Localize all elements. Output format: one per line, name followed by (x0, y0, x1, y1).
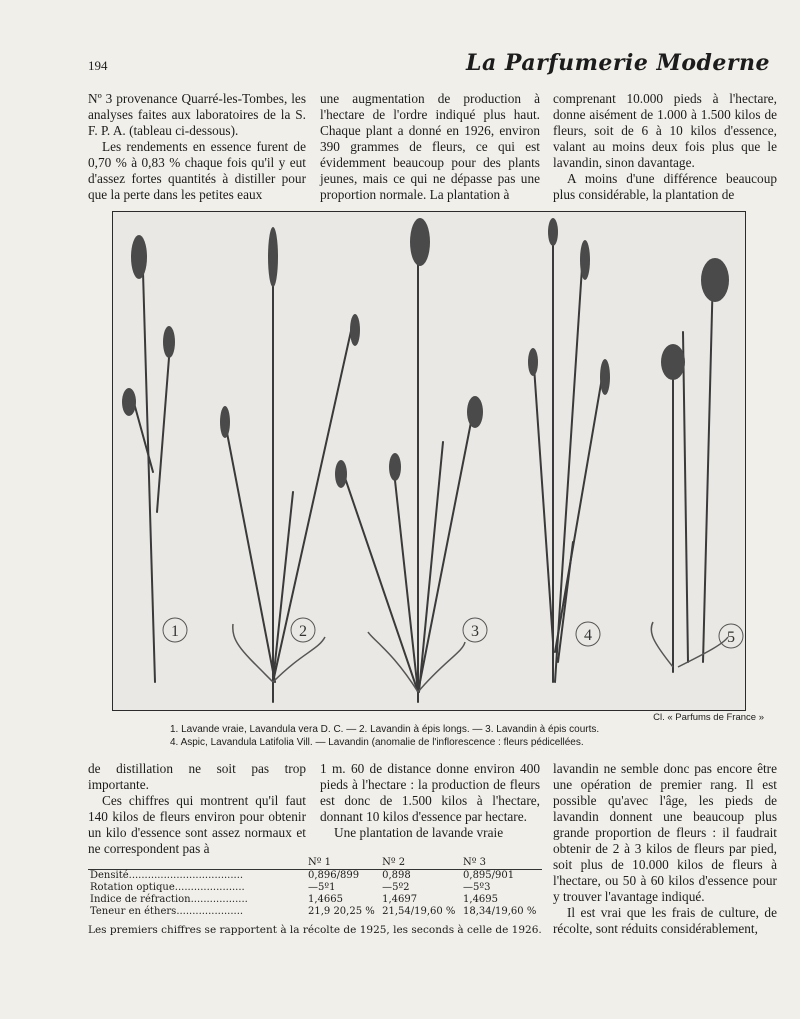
table-cell: 21,54/19,60 % (382, 906, 456, 917)
figure-caption (170, 723, 730, 749)
table-cell: 1,4665 (308, 894, 343, 905)
table-cell: —5º3 (463, 882, 491, 893)
column-1-bottom (88, 761, 306, 857)
table-header-cell: Nº 3 (463, 857, 487, 868)
table-cell: —5º1 (308, 882, 336, 893)
essence-analysis-table (88, 856, 542, 918)
table-row (88, 906, 542, 918)
caption-line: 1. Lavande vraie, Lavandula vera D. C. — 2. Lavandin à épis longs. — 3. Lavandin à épis courts. (170, 724, 600, 735)
table-cell: 1,4695 (463, 894, 499, 905)
caption-line: 4. Aspic, Lavandula Latifolia Vill. — Lavandin (anomalie de l'inflorescence : fleurs pédicellées. (170, 737, 584, 748)
paragraph: Il est vrai que les frais de culture, de récolte, sont réduits considérablement, (553, 905, 777, 936)
table-cell: Densité.................................... (90, 870, 244, 881)
paragraph: de distillation ne soit pas trop importante. (88, 761, 306, 792)
column-3-top (553, 91, 777, 203)
paragraph: Ces chiffres qui montrent qu'il faut 140 kilos de fleurs environ pour obtenir un kilo d'essence sont assez normaux et ne correspondent pas à (88, 793, 306, 856)
table-cell: 0,895/901 (463, 870, 515, 881)
page-number: 194 (88, 58, 108, 73)
table-cell: Indice de réfraction.................. (90, 894, 248, 905)
paragraph: lavandin ne semble donc pas encore être une opération de premier rang. Il est possible qu'avec l'âge, les pieds de lavandin donnent une beaucoup plus grande proportion de fleurs : il faudrait obtenir de 2 à 3 kilos de fleurs par pied, soit plus de 10.000 kilos de fleurs à l'hectare, ou 50 à 60 kilos d'essence pour y trouver l'avantage indiqué. (553, 761, 777, 904)
table-cell: 0,896/899 (308, 870, 360, 881)
lavender-specimens-drawing (113, 212, 745, 710)
specimen-label-3: 3 (471, 623, 479, 640)
table-cell: Rotation optique...................... (90, 882, 245, 893)
specimen-label-1: 1 (171, 623, 179, 640)
paragraph: Une plantation de lavande vraie (334, 825, 504, 840)
column-2-bottom (320, 761, 540, 841)
paragraph: une augmentation de production à l'hectare de l'ordre indiqué plus haut. Chaque plant a donné en 1926, environ 390 grammes de fleurs, ce qui est évidemment beaucoup pour des plants jeunes, mais ce qui ne dépasse pas une proportion normale. La plantation à (320, 91, 540, 202)
photo-credit: Cl. « Parfums de France » (653, 712, 764, 723)
paragraph: 1 m. 60 de distance donne environ 400 pieds à l'hectare : la production de fleurs est donc de 1.500 kilos à l'hectare, donnant 10 kilos d'essence par hectare. (320, 761, 540, 824)
table-cell: Teneur en éthers..................... (90, 906, 244, 917)
column-2-top (320, 91, 540, 203)
paragraph: A moins d'une différence beaucoup plus considérable, la plantation de (553, 171, 777, 202)
table-row (88, 870, 542, 883)
table-note: Les premiers chiffres se rapportent à la récolte de 1925, les seconds à celle de 1926. (88, 924, 542, 936)
specimen-label-5: 5 (727, 629, 735, 646)
table-row (88, 882, 542, 894)
specimen-label-2: 2 (299, 623, 307, 640)
column-3-bottom (553, 761, 777, 937)
paragraph: Nº 3 provenance Quarré-les-Tombes, les analyses faites aux laboratoires de la S. F. P. A. (tableau ci-dessous). (88, 91, 306, 138)
paragraph: comprenant 10.000 pieds à l'hectare, donne aisément de 1.000 à 1.500 kilos de fleurs, soit de 6 à 10 kilos d'essence, valant au moins deux fois plus que le lavandin, sinon davantage. (553, 91, 777, 170)
table-cell: 1,4697 (382, 894, 418, 905)
table-header-row (88, 856, 542, 870)
table-header-cell: Nº 1 (308, 857, 331, 868)
table-header-cell: Nº 2 (382, 857, 406, 868)
table-cell: 0,898 (382, 870, 411, 881)
specimen-label-4: 4 (584, 627, 592, 644)
table-header-cell (88, 856, 306, 870)
column-1-top (88, 91, 306, 203)
journal-title: La Parfumerie Moderne (465, 50, 770, 76)
lavender-photograph (112, 211, 746, 711)
table-cell: 18,34/19,60 % (463, 906, 537, 917)
table-cell: 21,9 20,25 % (308, 906, 375, 917)
table-row (88, 894, 542, 906)
table-cell: —5º2 (382, 882, 410, 893)
paragraph: Les rendements en essence furent de 0,70 % à 0,83 % chaque fois qu'il y eut d'assez fortes quantités à distiller pour que la perte dans les petites eaux (88, 139, 306, 202)
